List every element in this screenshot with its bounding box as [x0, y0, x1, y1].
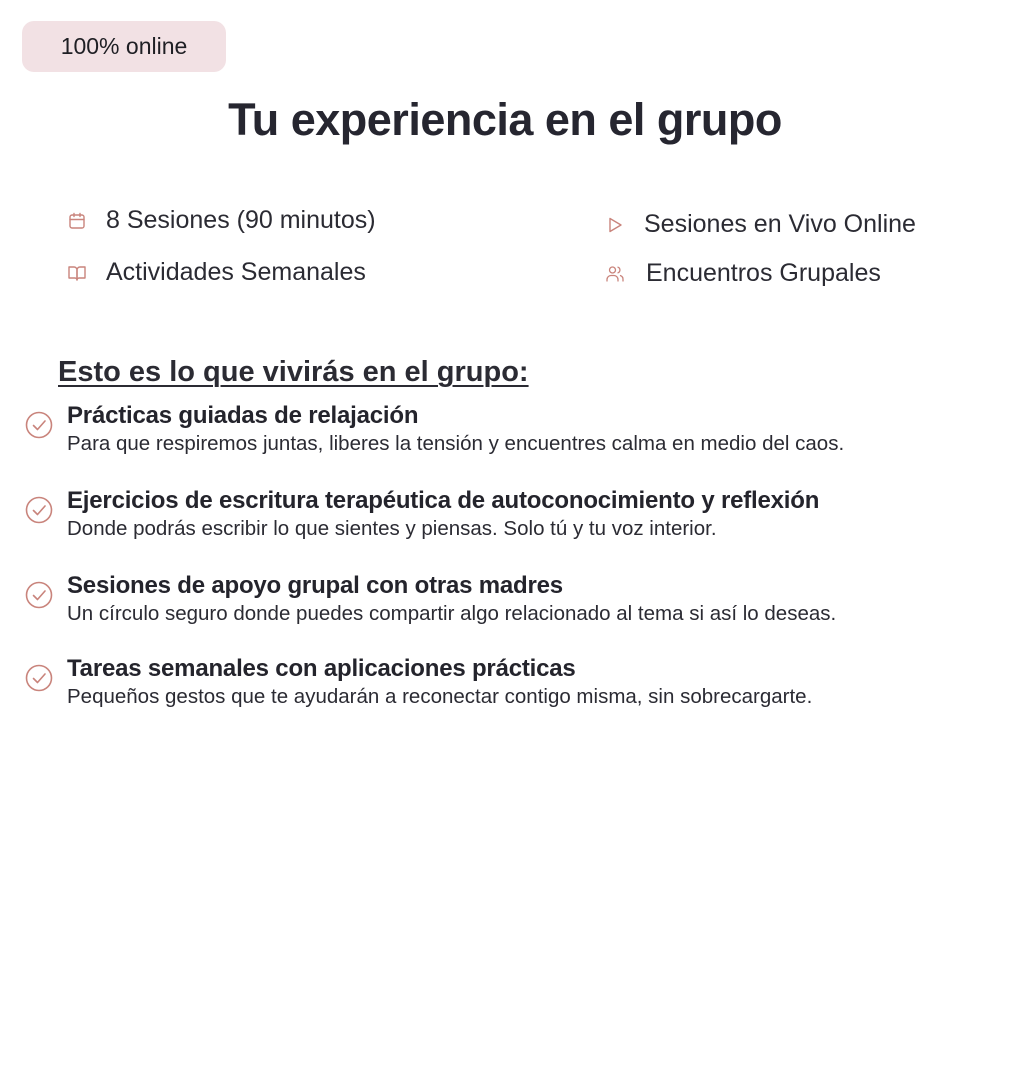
feature-activities-label: Actividades Semanales — [106, 258, 366, 286]
calendar-icon — [66, 210, 88, 232]
play-icon — [604, 214, 626, 236]
users-icon — [604, 263, 626, 285]
benefit-title: Tareas semanales con aplicaciones prácticas — [67, 655, 576, 682]
benefit-title: Ejercicios de escritura terapéutica de autoconocimiento y reflexión — [67, 487, 820, 514]
feature-group-meetings-label: Encuentros Grupales — [646, 259, 881, 287]
feature-group-meetings — [604, 259, 881, 288]
check-circle-icon — [24, 495, 54, 525]
feature-sessions — [66, 206, 376, 235]
feature-live-sessions-label: Sesiones en Vivo Online — [644, 210, 916, 238]
online-badge-label: 100% online — [60, 33, 188, 59]
benefit-description: Un círculo seguro donde puedes compartir algo relacionado al tema si así lo deseas. — [67, 602, 837, 625]
feature-sessions-label: 8 Sesiones (90 minutos) — [106, 206, 376, 234]
benefit-description: Para que respiremos juntas, liberes la tensión y encuentres calma en medio del caos. — [67, 432, 845, 455]
online-badge — [22, 21, 226, 72]
section-heading: Esto es lo que vivirás en el grupo: — [58, 356, 529, 388]
check-circle-icon — [24, 410, 54, 440]
benefit-description: Donde podrás escribir lo que sientes y piensas. Solo tú y tu voz interior. — [67, 517, 717, 540]
check-circle-icon — [24, 663, 54, 693]
benefit-description: Pequeños gestos que te ayudarán a reconectar contigo misma, sin sobrecargarte. — [67, 685, 813, 708]
page-title: Tu experiencia en el grupo — [228, 94, 782, 145]
benefit-title: Prácticas guiadas de relajación — [67, 402, 419, 429]
feature-live-sessions — [604, 210, 916, 239]
benefit-title: Sesiones de apoyo grupal con otras madres — [67, 572, 563, 599]
feature-activities — [66, 258, 366, 287]
book-open-icon — [66, 262, 88, 284]
check-circle-icon — [24, 580, 54, 610]
